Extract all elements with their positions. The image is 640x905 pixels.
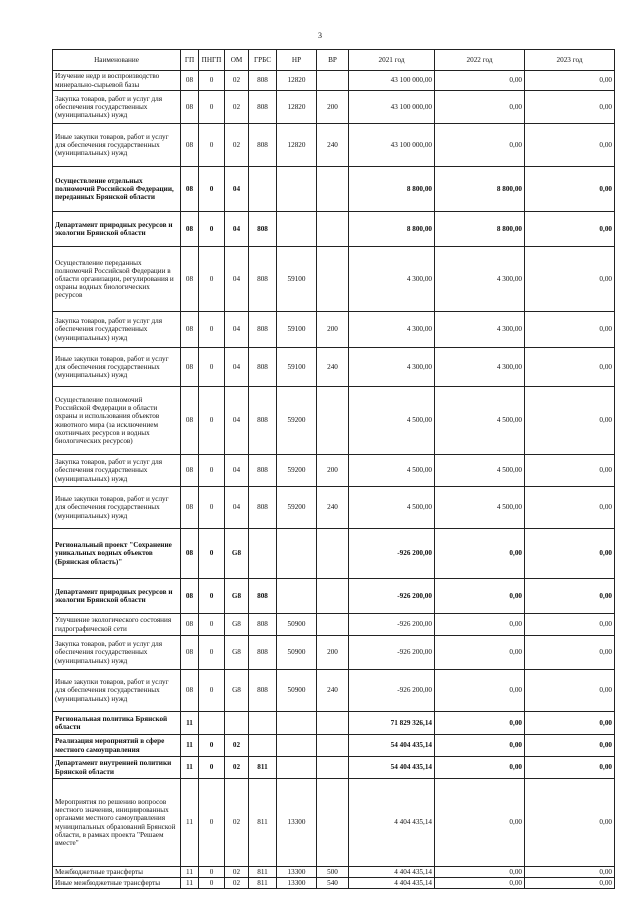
cell-grbs: 808 bbox=[249, 124, 277, 167]
cell-2021: 4 300,00 bbox=[349, 312, 435, 348]
cell-2023: 0,00 bbox=[525, 212, 615, 247]
cell-om: 04 bbox=[225, 348, 249, 387]
cell-gp: 08 bbox=[181, 212, 199, 247]
cell-nr: 59200 bbox=[277, 487, 317, 529]
table-row bbox=[53, 71, 615, 91]
table-row bbox=[53, 312, 615, 348]
table-row bbox=[53, 455, 615, 487]
table-row bbox=[53, 757, 615, 779]
cell-vr bbox=[317, 779, 349, 867]
cell-om: G8 bbox=[225, 670, 249, 712]
cell-name: Департамент природных ресурсов и экологии Брянской области bbox=[53, 212, 181, 247]
cell-om: 04 bbox=[225, 455, 249, 487]
cell-2023: 0,00 bbox=[525, 387, 615, 455]
cell-name: Закупка товаров, работ и услуг для обеспечения государственных (муниципальных) нужд bbox=[53, 91, 181, 124]
cell-vr: 540 bbox=[317, 878, 349, 889]
cell-grbs bbox=[249, 735, 277, 757]
cell-gp: 08 bbox=[181, 247, 199, 312]
cell-vr bbox=[317, 757, 349, 779]
cell-pngp: 0 bbox=[199, 455, 225, 487]
cell-grbs: 808 bbox=[249, 71, 277, 91]
cell-nr bbox=[277, 712, 317, 735]
cell-2023: 0,00 bbox=[525, 124, 615, 167]
cell-pngp: 0 bbox=[199, 387, 225, 455]
cell-2021: 4 404 435,14 bbox=[349, 867, 435, 878]
cell-vr: 240 bbox=[317, 124, 349, 167]
cell-2023: 0,00 bbox=[525, 878, 615, 889]
cell-nr: 13300 bbox=[277, 779, 317, 867]
cell-2023: 0,00 bbox=[525, 247, 615, 312]
table-row bbox=[53, 670, 615, 712]
cell-2023: 0,00 bbox=[525, 529, 615, 579]
cell-2023: 0,00 bbox=[525, 614, 615, 636]
cell-gp: 11 bbox=[181, 757, 199, 779]
cell-2021: 4 500,00 bbox=[349, 487, 435, 529]
cell-om: 04 bbox=[225, 312, 249, 348]
cell-name: Региональный проект "Сохранение уникальных водных объектов (Брянская область)" bbox=[53, 529, 181, 579]
cell-pngp bbox=[199, 712, 225, 735]
cell-pngp: 0 bbox=[199, 757, 225, 779]
cell-nr: 59200 bbox=[277, 387, 317, 455]
cell-pngp: 0 bbox=[199, 636, 225, 670]
cell-nr: 50900 bbox=[277, 670, 317, 712]
cell-name: Департамент природных ресурсов и экологии Брянской области bbox=[53, 579, 181, 614]
cell-gp: 08 bbox=[181, 124, 199, 167]
cell-2021: 4 300,00 bbox=[349, 247, 435, 312]
cell-2023: 0,00 bbox=[525, 579, 615, 614]
cell-gp: 08 bbox=[181, 387, 199, 455]
cell-grbs: 808 bbox=[249, 247, 277, 312]
cell-grbs: 811 bbox=[249, 867, 277, 878]
cell-nr: 59200 bbox=[277, 455, 317, 487]
cell-nr: 12820 bbox=[277, 71, 317, 91]
cell-om: G8 bbox=[225, 614, 249, 636]
cell-name: Иные закупки товаров, работ и услуг для обеспечения государственных (муниципальных) нужд bbox=[53, 670, 181, 712]
cell-2021: 4 500,00 bbox=[349, 455, 435, 487]
table-row bbox=[53, 91, 615, 124]
cell-om: 04 bbox=[225, 387, 249, 455]
cell-pngp: 0 bbox=[199, 167, 225, 212]
cell-grbs: 808 bbox=[249, 387, 277, 455]
cell-vr: 200 bbox=[317, 312, 349, 348]
cell-pngp: 0 bbox=[199, 529, 225, 579]
cell-pngp: 0 bbox=[199, 670, 225, 712]
cell-om: 02 bbox=[225, 878, 249, 889]
cell-nr: 59100 bbox=[277, 348, 317, 387]
cell-2023: 0,00 bbox=[525, 167, 615, 212]
cell-2023: 0,00 bbox=[525, 779, 615, 867]
cell-pngp: 0 bbox=[199, 487, 225, 529]
cell-grbs: 808 bbox=[249, 348, 277, 387]
cell-vr: 200 bbox=[317, 636, 349, 670]
col-header-2023: 2023 год bbox=[525, 50, 615, 71]
cell-grbs: 808 bbox=[249, 455, 277, 487]
cell-vr bbox=[317, 71, 349, 91]
cell-2023: 0,00 bbox=[525, 455, 615, 487]
cell-gp: 11 bbox=[181, 735, 199, 757]
cell-pngp: 0 bbox=[199, 614, 225, 636]
cell-nr: 12820 bbox=[277, 124, 317, 167]
table-header-row bbox=[53, 50, 615, 71]
budget-table bbox=[52, 49, 615, 889]
cell-2022: 0,00 bbox=[435, 124, 525, 167]
cell-name: Иные закупки товаров, работ и услуг для обеспечения государственных (муниципальных) нужд bbox=[53, 487, 181, 529]
table-row bbox=[53, 735, 615, 757]
cell-2023: 0,00 bbox=[525, 71, 615, 91]
cell-gp: 08 bbox=[181, 579, 199, 614]
col-header-nr: НР bbox=[277, 50, 317, 71]
col-header-2022: 2022 год bbox=[435, 50, 525, 71]
cell-gp: 08 bbox=[181, 167, 199, 212]
cell-pngp: 0 bbox=[199, 867, 225, 878]
cell-vr bbox=[317, 247, 349, 312]
cell-pngp: 0 bbox=[199, 124, 225, 167]
cell-om: 04 bbox=[225, 212, 249, 247]
cell-gp: 11 bbox=[181, 779, 199, 867]
cell-om: 04 bbox=[225, 487, 249, 529]
cell-om: 02 bbox=[225, 71, 249, 91]
cell-nr bbox=[277, 579, 317, 614]
cell-2021: 43 100 000,00 bbox=[349, 91, 435, 124]
cell-grbs: 808 bbox=[249, 91, 277, 124]
table-row bbox=[53, 712, 615, 735]
col-header-grbs: ГРБС bbox=[249, 50, 277, 71]
cell-gp: 08 bbox=[181, 487, 199, 529]
cell-name: Иные закупки товаров, работ и услуг для обеспечения государственных (муниципальных) нужд bbox=[53, 348, 181, 387]
cell-om: 02 bbox=[225, 124, 249, 167]
cell-gp: 08 bbox=[181, 455, 199, 487]
table-body bbox=[53, 71, 615, 889]
cell-vr bbox=[317, 212, 349, 247]
cell-gp: 08 bbox=[181, 670, 199, 712]
cell-om: 04 bbox=[225, 167, 249, 212]
cell-2023: 0,00 bbox=[525, 487, 615, 529]
table-row bbox=[53, 878, 615, 889]
cell-nr: 12820 bbox=[277, 91, 317, 124]
cell-om bbox=[225, 712, 249, 735]
cell-pngp: 0 bbox=[199, 212, 225, 247]
cell-gp: 11 bbox=[181, 867, 199, 878]
table-row bbox=[53, 636, 615, 670]
cell-name: Улучшение экологического состояния гидрографической сети bbox=[53, 614, 181, 636]
cell-2023: 0,00 bbox=[525, 636, 615, 670]
col-header-om: ОМ bbox=[225, 50, 249, 71]
cell-gp: 08 bbox=[181, 614, 199, 636]
cell-2023: 0,00 bbox=[525, 712, 615, 735]
cell-2022: 8 800,00 bbox=[435, 167, 525, 212]
cell-vr bbox=[317, 579, 349, 614]
table-row bbox=[53, 529, 615, 579]
col-header-vr: ВР bbox=[317, 50, 349, 71]
cell-2022: 4 500,00 bbox=[435, 455, 525, 487]
cell-2023: 0,00 bbox=[525, 312, 615, 348]
cell-vr bbox=[317, 735, 349, 757]
cell-name: Осуществление переданных полномочий Российской Федерации в области организации, регулирования и охраны водных биологических ресурсов bbox=[53, 247, 181, 312]
cell-2022: 0,00 bbox=[435, 71, 525, 91]
cell-vr: 240 bbox=[317, 348, 349, 387]
cell-gp: 11 bbox=[181, 878, 199, 889]
cell-name: Межбюджетные трансферты bbox=[53, 867, 181, 878]
cell-2021: 8 800,00 bbox=[349, 167, 435, 212]
cell-grbs: 808 bbox=[249, 636, 277, 670]
cell-gp: 08 bbox=[181, 636, 199, 670]
cell-gp: 08 bbox=[181, 529, 199, 579]
cell-2021: 54 404 435,14 bbox=[349, 735, 435, 757]
cell-grbs: 808 bbox=[249, 670, 277, 712]
cell-grbs bbox=[249, 529, 277, 579]
cell-vr bbox=[317, 712, 349, 735]
cell-2021: -926 200,00 bbox=[349, 670, 435, 712]
cell-2022: 4 500,00 bbox=[435, 487, 525, 529]
cell-2022: 0,00 bbox=[435, 614, 525, 636]
cell-name: Департамент внутренней политики Брянской области bbox=[53, 757, 181, 779]
cell-2021: 54 404 435,14 bbox=[349, 757, 435, 779]
cell-vr: 240 bbox=[317, 487, 349, 529]
table-row bbox=[53, 387, 615, 455]
cell-2023: 0,00 bbox=[525, 91, 615, 124]
table-row bbox=[53, 614, 615, 636]
cell-nr bbox=[277, 167, 317, 212]
cell-grbs bbox=[249, 712, 277, 735]
cell-om: 02 bbox=[225, 757, 249, 779]
cell-name: Закупка товаров, работ и услуг для обеспечения государственных (муниципальных) нужд bbox=[53, 455, 181, 487]
cell-vr: 200 bbox=[317, 455, 349, 487]
cell-vr bbox=[317, 167, 349, 212]
cell-nr bbox=[277, 735, 317, 757]
cell-2023: 0,00 bbox=[525, 735, 615, 757]
cell-pngp: 0 bbox=[199, 779, 225, 867]
cell-pngp: 0 bbox=[199, 735, 225, 757]
cell-2022: 0,00 bbox=[435, 735, 525, 757]
cell-om: 02 bbox=[225, 867, 249, 878]
cell-name: Изучение недр и воспроизводство минерально-сырьевой базы bbox=[53, 71, 181, 91]
cell-2021: 4 404 435,14 bbox=[349, 779, 435, 867]
cell-pngp: 0 bbox=[199, 91, 225, 124]
cell-grbs: 808 bbox=[249, 579, 277, 614]
cell-name: Иные межбюджетные трансферты bbox=[53, 878, 181, 889]
col-header-2021: 2021 год bbox=[349, 50, 435, 71]
cell-nr: 59100 bbox=[277, 312, 317, 348]
cell-2021: 8 800,00 bbox=[349, 212, 435, 247]
cell-gp: 08 bbox=[181, 71, 199, 91]
cell-2022: 0,00 bbox=[435, 712, 525, 735]
cell-name: Закупка товаров, работ и услуг для обеспечения государственных (муниципальных) нужд bbox=[53, 312, 181, 348]
cell-2023: 0,00 bbox=[525, 670, 615, 712]
col-header-name: Наименование bbox=[53, 50, 181, 71]
cell-name: Закупка товаров, работ и услуг для обеспечения государственных (муниципальных) нужд bbox=[53, 636, 181, 670]
cell-gp: 08 bbox=[181, 348, 199, 387]
cell-name: Реализация мероприятий в сфере местного самоуправления bbox=[53, 735, 181, 757]
cell-om: G8 bbox=[225, 636, 249, 670]
page-number: 3 bbox=[318, 31, 322, 40]
cell-2021: 43 100 000,00 bbox=[349, 124, 435, 167]
cell-2022: 0,00 bbox=[435, 757, 525, 779]
cell-2022: 0,00 bbox=[435, 779, 525, 867]
cell-2021: 4 404 435,14 bbox=[349, 878, 435, 889]
cell-vr bbox=[317, 529, 349, 579]
cell-nr: 50900 bbox=[277, 636, 317, 670]
table-row bbox=[53, 247, 615, 312]
cell-vr: 500 bbox=[317, 867, 349, 878]
cell-2022: 4 300,00 bbox=[435, 312, 525, 348]
table-row bbox=[53, 212, 615, 247]
cell-pngp: 0 bbox=[199, 312, 225, 348]
cell-pngp: 0 bbox=[199, 247, 225, 312]
cell-2021: -926 200,00 bbox=[349, 529, 435, 579]
table-row bbox=[53, 867, 615, 878]
cell-nr: 59100 bbox=[277, 247, 317, 312]
cell-2022: 8 800,00 bbox=[435, 212, 525, 247]
cell-vr: 200 bbox=[317, 91, 349, 124]
cell-2023: 0,00 bbox=[525, 757, 615, 779]
cell-2022: 0,00 bbox=[435, 867, 525, 878]
cell-pngp: 0 bbox=[199, 348, 225, 387]
cell-2021: 43 100 000,00 bbox=[349, 71, 435, 91]
cell-2022: 0,00 bbox=[435, 670, 525, 712]
cell-2023: 0,00 bbox=[525, 867, 615, 878]
cell-nr: 13300 bbox=[277, 878, 317, 889]
cell-grbs: 808 bbox=[249, 487, 277, 529]
cell-2022: 0,00 bbox=[435, 91, 525, 124]
cell-om: 02 bbox=[225, 735, 249, 757]
cell-vr: 240 bbox=[317, 670, 349, 712]
table-row bbox=[53, 124, 615, 167]
cell-om: 04 bbox=[225, 247, 249, 312]
cell-grbs: 808 bbox=[249, 312, 277, 348]
cell-name: Осуществление полномочий Российской Федерации в области охраны и использования объектов животного мира (за исключением охотничьих ресурсов и водных биологических ресурсов) bbox=[53, 387, 181, 455]
cell-2021: 4 500,00 bbox=[349, 387, 435, 455]
cell-gp: 08 bbox=[181, 312, 199, 348]
table-row bbox=[53, 167, 615, 212]
cell-name: Региональная политика Брянской области bbox=[53, 712, 181, 735]
cell-2021: -926 200,00 bbox=[349, 614, 435, 636]
table-row bbox=[53, 779, 615, 867]
cell-nr bbox=[277, 212, 317, 247]
cell-om: G8 bbox=[225, 529, 249, 579]
cell-grbs: 811 bbox=[249, 779, 277, 867]
cell-grbs: 808 bbox=[249, 614, 277, 636]
cell-2022: 4 300,00 bbox=[435, 348, 525, 387]
cell-nr: 13300 bbox=[277, 867, 317, 878]
cell-om: 02 bbox=[225, 91, 249, 124]
cell-om: 02 bbox=[225, 779, 249, 867]
cell-grbs: 808 bbox=[249, 212, 277, 247]
cell-grbs: 811 bbox=[249, 878, 277, 889]
cell-name: Иные закупки товаров, работ и услуг для обеспечения государственных (муниципальных) нужд bbox=[53, 124, 181, 167]
cell-vr bbox=[317, 387, 349, 455]
cell-nr: 50900 bbox=[277, 614, 317, 636]
cell-2022: 4 300,00 bbox=[435, 247, 525, 312]
cell-2021: -926 200,00 bbox=[349, 579, 435, 614]
cell-2022: 0,00 bbox=[435, 529, 525, 579]
cell-pngp: 0 bbox=[199, 71, 225, 91]
table-row bbox=[53, 487, 615, 529]
cell-name: Мероприятия по решению вопросов местного значения, инициированных органами местного самоуправления муниципальных образований Брянской области, в рамках проекта "Решаем вместе" bbox=[53, 779, 181, 867]
cell-nr bbox=[277, 529, 317, 579]
cell-grbs bbox=[249, 167, 277, 212]
cell-nr bbox=[277, 757, 317, 779]
cell-grbs: 811 bbox=[249, 757, 277, 779]
cell-2022: 4 500,00 bbox=[435, 387, 525, 455]
cell-pngp: 0 bbox=[199, 878, 225, 889]
cell-pngp: 0 bbox=[199, 579, 225, 614]
cell-gp: 08 bbox=[181, 91, 199, 124]
cell-2022: 0,00 bbox=[435, 579, 525, 614]
cell-vr bbox=[317, 614, 349, 636]
col-header-gp: ГП bbox=[181, 50, 199, 71]
table-row bbox=[53, 348, 615, 387]
cell-gp: 11 bbox=[181, 712, 199, 735]
cell-2022: 0,00 bbox=[435, 636, 525, 670]
cell-2021: 71 829 326,14 bbox=[349, 712, 435, 735]
cell-2023: 0,00 bbox=[525, 348, 615, 387]
cell-name: Осуществление отдельных полномочий Российской Федерации, переданных Брянской области bbox=[53, 167, 181, 212]
col-header-pngp: ПНГП bbox=[199, 50, 225, 71]
cell-2021: 4 300,00 bbox=[349, 348, 435, 387]
cell-2021: -926 200,00 bbox=[349, 636, 435, 670]
cell-2022: 0,00 bbox=[435, 878, 525, 889]
cell-om: G8 bbox=[225, 579, 249, 614]
table-row bbox=[53, 579, 615, 614]
